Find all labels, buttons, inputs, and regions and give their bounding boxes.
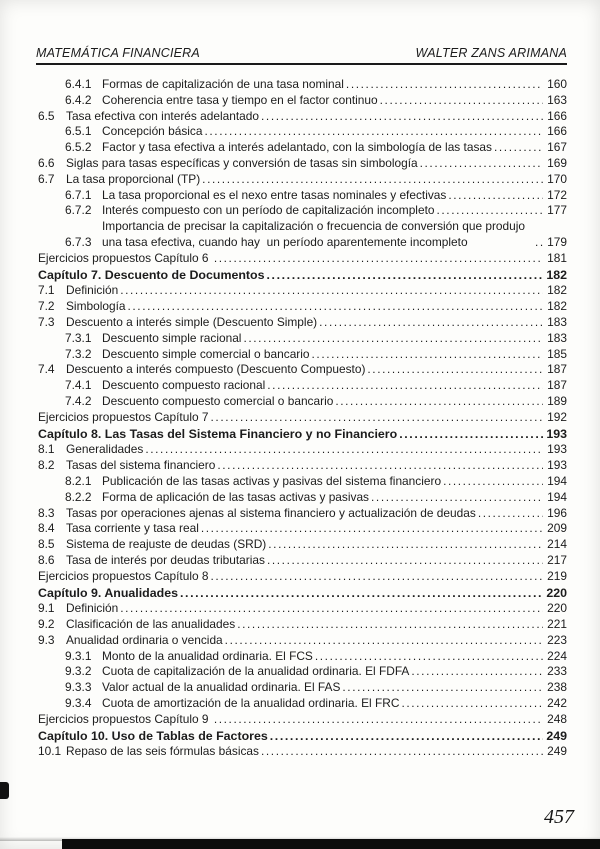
toc-entry [38,506,567,522]
toc-entry [38,569,567,585]
toc-entry-title: Ejercicios propuestos Capítulo 9 [38,711,212,726]
toc-entry [38,109,567,125]
page-header [36,46,567,65]
dot-leader [128,299,544,315]
toc-entry-title: Capítulo 7. Descuento de Documentos [38,267,265,282]
toc-entry [38,219,567,251]
toc-entry-title: Sistema de reajuste de deudas (SRD) [66,537,267,552]
dot-leader [420,156,543,172]
toc-entry-title: La tasa proporcional (TP) [66,171,201,186]
toc-entry [38,315,567,331]
toc-entry-page: 181 [547,250,567,265]
toc-entry-page: 194 [547,489,567,504]
toc-entry-title: Publicación de las tasas activas y pasivas del sistema financiero [102,473,442,488]
toc-entry-page: 221 [547,617,567,632]
toc-entry-page: 172 [547,187,567,202]
toc-entry-title: Clasificación de las anualidades [66,617,236,632]
scan-artifact-bar [62,839,600,849]
dot-leader [261,744,543,760]
dot-leader [214,251,543,267]
toc-entry [38,378,567,394]
toc-entry-page: 187 [547,378,567,393]
toc-entry [38,188,567,204]
dot-leader [371,490,543,506]
toc-entry-number: 7.4 [38,362,55,377]
toc-entry-page: 194 [547,473,567,488]
toc-entry-title: Tasas por operaciones ajenas al sistema financiero y actualización de deudas [66,505,476,520]
toc-entry-number: 6.7.1 [65,187,92,202]
toc-entry-title: Siglas para tasas específicas y conversión de tasas sin simbología [66,155,418,170]
toc-entry-page: 248 [547,711,567,726]
toc-entry-title: Anualidad ordinaria o vencida [66,632,223,647]
toc-entry-title: Monto de la anualidad ordinaria. El FCS [102,648,313,663]
dot-leader [270,729,543,745]
toc-entry [38,124,567,140]
toc-entry-number: 6.7.3 [65,234,92,249]
dot-leader [436,203,543,219]
dot-leader [180,586,543,602]
dot-leader [346,77,543,93]
header-book-title: MATEMÁTICA FINANCIERA [36,46,200,60]
toc-entry-number: 9.3.3 [65,680,92,695]
toc-entry-title: Simbología [66,299,126,314]
dot-leader [315,649,543,665]
toc-entry-number: 6.4.2 [65,92,92,107]
toc-entry-number: 8.6 [38,552,55,567]
toc-entry-page: 166 [547,124,567,139]
toc-entry-number: 6.6 [38,155,55,170]
toc-entry-page: 224 [547,648,567,663]
toc-entry-title: Formas de capitalización de una tasa nominal [102,77,344,91]
toc-entry [38,586,567,602]
dot-leader [204,124,543,140]
toc-entry-number: 8.5 [38,537,55,552]
dot-leader [120,283,543,299]
toc-entry-number: 6.7 [38,171,55,186]
dot-leader [243,331,543,347]
toc-entry-number: 6.5 [38,108,55,123]
toc-entry [38,140,567,156]
toc-entry-title: Descuento simple racional [102,330,242,345]
toc-entry-page: 249 [546,728,567,743]
dot-leader [367,362,543,378]
toc-entry-title: Descuento a interés compuesto (Descuento Compuesto) [66,362,366,377]
toc-entry-page: 185 [547,346,567,361]
toc-entry-page: 196 [547,505,567,520]
toc-entry-page: 182 [547,283,567,298]
toc-entry [38,633,567,649]
toc-entry-page: 238 [547,680,567,695]
toc-entry [38,537,567,553]
toc-entry-title: Definición [66,601,119,616]
toc-entry [38,251,567,267]
toc-entry-number: 7.1 [38,283,55,298]
toc-entry-title: Descuento simple comercial o bancario [102,346,310,361]
toc-entry-page: 193 [547,458,567,473]
toc-entry-page: 179 [547,234,567,249]
toc-entry [38,680,567,696]
dot-leader [267,378,543,394]
toc-entry [38,649,567,665]
header-author: WALTER ZANS ARIMANA [415,46,567,60]
dot-leader [448,188,543,204]
toc-entry-number: 7.4.1 [65,378,92,393]
dot-leader [267,268,543,284]
dot-leader [312,347,543,363]
toc-entry-title: Tasa efectiva con interés adelantado [66,108,260,123]
toc-entry-title: Descuento compuesto comercial o bancario [102,393,334,408]
dot-leader [478,506,543,522]
toc-entry-number: 8.2 [38,458,55,473]
toc-entry-page: 182 [546,267,567,282]
toc-entry-number: 6.5.1 [65,124,92,139]
toc-entry-number: 8.3 [38,505,55,520]
toc-entry-number: 6.4.1 [65,77,92,91]
toc-entry-title: Descuento compuesto racional [102,378,266,393]
toc-entry [38,427,567,443]
toc-entry [38,347,567,363]
dot-leader [335,394,543,410]
toc-entry-title: Capítulo 8. Las Tasas del Sistema Financiero y no Financiero [38,426,398,441]
toc-entry [38,77,567,93]
toc-entry [38,664,567,680]
toc-entry [38,729,567,745]
toc-entry [38,601,567,617]
toc-entry-page: 187 [547,362,567,377]
toc-entry-title: Tasa de interés por deudas tributarias [66,552,265,567]
dot-leader [401,696,543,712]
toc-entry [38,299,567,315]
toc-entry [38,458,567,474]
toc-entry-title: Valor actual de la anualidad ordinaria. El FAS [102,680,341,695]
dot-leader [268,537,543,553]
toc-entry [38,331,567,347]
toc-entry-page: 183 [547,330,567,345]
toc-entry-number: 9.2 [38,617,55,632]
toc-entry-page: 209 [547,521,567,536]
dot-leader [267,553,543,569]
toc-entry-number: 7.3.2 [65,346,92,361]
dot-leader [201,521,543,537]
dot-leader [399,427,543,443]
toc-entry [38,268,567,284]
toc-entry-title: Descuento a interés simple (Descuento Simple) [66,314,318,329]
toc-entry-number: 8.2.1 [65,473,92,488]
toc-entry-number: 7.3 [38,314,55,329]
toc-entry [38,617,567,633]
toc-entry-page: 220 [546,585,567,600]
dot-leader [225,633,543,649]
toc-entry-title: La tasa proporcional es el nexo entre tasas nominales y efectivas [102,187,447,202]
dot-leader [494,140,543,156]
dot-leader [120,601,543,617]
toc-entry-number: 9.3.1 [65,648,92,663]
dot-leader [217,458,543,474]
toc-entry-page: 214 [547,537,567,552]
toc-list [38,77,567,760]
toc-entry-number: 7.3.1 [65,330,92,345]
toc-entry [38,93,567,109]
toc-entry [38,172,567,188]
dot-leader [535,235,543,251]
toc-entry-number: 10.1 [38,744,62,759]
toc-entry-title: Forma de aplicación de las tasas activas y pasivas [102,489,370,504]
toc-entry [38,394,567,410]
toc-entry [38,283,567,299]
toc-entry-number: 8.4 [38,521,55,536]
toc-entry-title: Cuota de capitalización de la anualidad ordinaria. El FDFA [102,664,410,679]
toc-entry [38,203,567,219]
dot-leader [145,442,543,458]
page-number: 457 [544,806,574,828]
toc-entry [38,442,567,458]
dot-leader [237,617,543,633]
toc-entry-page: 182 [547,299,567,314]
toc-entry-page: 217 [547,552,567,567]
toc-entry-number: 9.3 [38,632,55,647]
toc-entry-title: Repaso de las seis fórmulas básicas [66,744,259,759]
toc-entry-page: 192 [547,409,567,424]
dot-leader [211,569,543,585]
dot-leader [342,680,543,696]
toc-entry-title: Definición [66,283,119,298]
toc-entry-title: Cuota de amortización de la anualidad ordinaria. El FRC [102,696,400,711]
toc-entry [38,490,567,506]
toc-entry-page: 166 [547,108,567,123]
toc-entry-title: Capítulo 9. Anualidades [38,585,178,600]
toc-entry [38,696,567,712]
dot-leader [443,474,543,490]
dot-leader [202,172,543,188]
toc-entry [38,362,567,378]
toc-entry-number: 8.1 [38,442,55,457]
toc-entry-title: Concepción básica [102,124,203,139]
toc-entry-page: 249 [547,744,567,759]
toc-entry-page: 183 [547,314,567,329]
toc-entry-title: Tasas del sistema financiero [66,458,216,473]
dot-leader [261,109,543,125]
toc-entry-title: Tasa corriente y tasa real [66,521,199,536]
toc-entry-title: Ejercicios propuestos Capítulo 8 [38,568,209,583]
dot-leader [380,93,543,109]
toc-entry-number: 6.7.2 [65,203,92,218]
toc-entry-number: 7.4.2 [65,393,92,408]
dot-leader [214,712,543,728]
toc-entry-title: Capítulo 10. Uso de Tablas de Factores [38,728,268,743]
toc-entry [38,744,567,760]
dot-leader [319,315,543,331]
toc-entry-number: 9.3.2 [65,664,92,679]
toc-entry [38,553,567,569]
toc-entry [38,474,567,490]
toc-entry-title: Ejercicios propuestos Capítulo 6 [38,250,212,265]
dot-leader [211,410,543,426]
toc-entry-page: 219 [547,568,567,583]
toc-entry-title: Factor y tasa efectiva a interés adelantado, con la simbología de las tasas [102,140,492,155]
toc-entry-page: 177 [547,203,567,218]
toc-entry-page: 223 [547,632,567,647]
toc-entry-number: 8.2.2 [65,489,92,504]
toc-entry [38,712,567,728]
toc-entry-number: 7.2 [38,299,55,314]
toc-entry-title: Interés compuesto con un período de capitalización incompleto [102,203,435,218]
toc-entry-title: Ejercicios propuestos Capítulo 7 [38,409,209,424]
toc-entry-page: 193 [546,426,567,441]
toc-entry-title: Importancia de precisar la capitalización o frecuencia de conversión que produjo una tasa efectiva, cuando hay un período aparentemente incompleto [102,219,529,249]
toc-entry-page: 160 [547,77,567,91]
toc-entry [38,521,567,537]
scan-artifact-spot [0,782,9,799]
toc-entry-number: 6.5.2 [65,140,92,155]
toc-entry-page: 242 [547,696,567,711]
toc-entry-page: 170 [547,171,567,186]
toc-entry-page: 167 [547,140,567,155]
toc-entry-title: Coherencia entre tasa y tiempo en el factor continuo [102,92,378,107]
toc-entry-page: 220 [547,601,567,616]
toc-entry [38,156,567,172]
toc-entry-page: 193 [547,442,567,457]
toc-entry-page: 169 [547,155,567,170]
dot-leader [411,664,543,680]
toc-entry-page: 163 [547,92,567,107]
toc-entry-page: 233 [547,664,567,679]
toc-entry-page: 189 [547,393,567,408]
toc-entry-number: 9.1 [38,601,55,616]
toc-entry-number: 9.3.4 [65,696,92,711]
toc-entry-title: Generalidades [66,442,144,457]
toc-entry [38,410,567,426]
